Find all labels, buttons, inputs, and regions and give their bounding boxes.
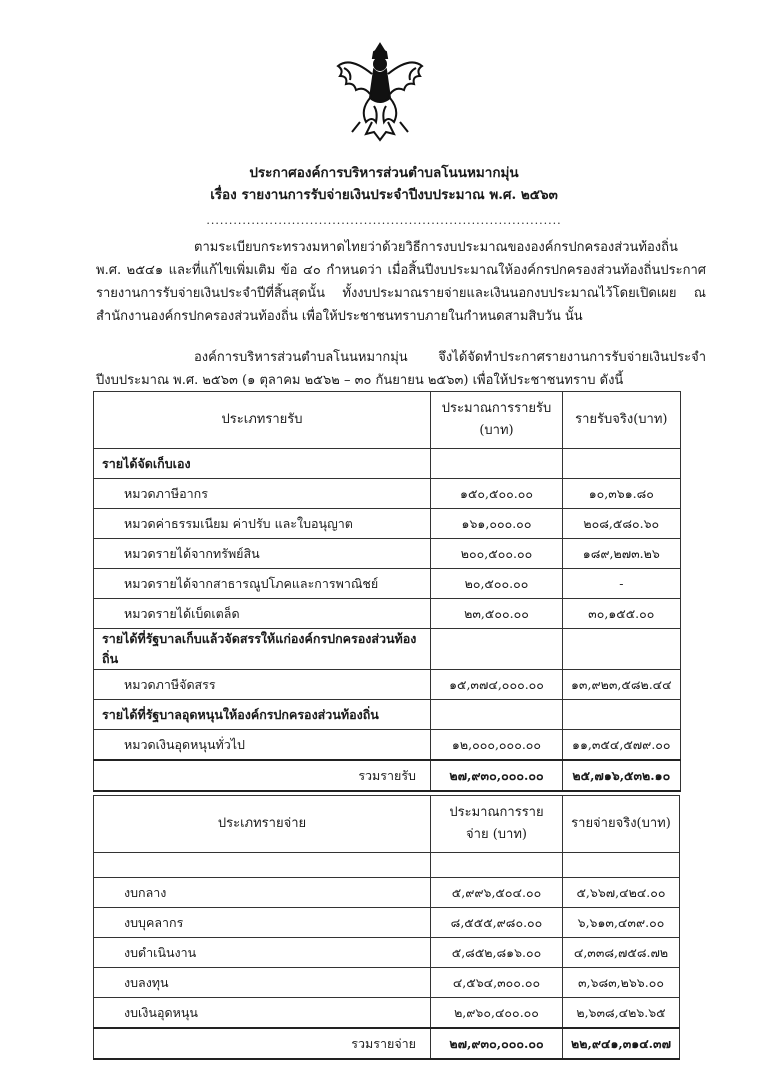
income-item-label: หมวดรายได้จากสาธารณูปโภคและการพาณิชย์ [94,569,431,599]
income-item-estimate: ๒๓,๕๐๐.๐๐ [431,599,563,629]
income-item-estimate: ๑๖๑,๐๐๐.๐๐ [431,509,563,539]
expense-item-label: งบลงทุน [94,968,431,998]
income-section-title: รายได้จัดเก็บเอง [94,449,431,479]
expense-type-header: ประเภทรายจ่าย [94,796,431,853]
expense-item-label: งบดำเนินงาน [94,938,431,968]
income-total-actual: ๒๕,๗๑๖,๕๓๒.๑๐ [563,760,681,791]
expense-item-estimate: ๕,๙๙๖,๕๐๔.๐๐ [431,878,563,908]
income-actual-header: รายรับจริง(บาท) [563,392,681,449]
income-section-title: รายได้ที่รัฐบาลเก็บแล้วจัดสรรให้แก่องค์กรปกครองส่วนท้องถิ่น [94,629,431,670]
income-item-label: หมวดค่าธรรมเนียม ค่าปรับ และใบอนุญาต [94,509,431,539]
income-item-actual: ๑๐,๓๖๑.๘๐ [563,479,681,509]
table-row [94,539,681,569]
expense-item-estimate: ๕,๘๕๒,๘๑๖.๐๐ [431,938,563,968]
income-item-label: หมวดภาษีจัดสรร [94,670,431,700]
expense-table [93,795,680,1060]
expense-total-estimate: ๒๗,๙๓๐,๐๐๐.๐๐ [431,1028,563,1059]
table-row [94,569,681,599]
table-row [94,908,680,938]
income-item-label: หมวดรายได้จากทรัพย์สิน [94,539,431,569]
income-item-actual: ๑๘๙,๒๗๓.๒๖ [563,539,681,569]
expense-total-row [94,1028,680,1059]
income-item-actual: ๑๑,๓๕๔,๕๗๙.๐๐ [563,730,681,761]
income-item-label: หมวดภาษีอากร [94,479,431,509]
income-total-label: รวมรายรับ [94,760,431,791]
table-row [94,730,681,761]
expense-estimate-header: ประมาณการรายจ่าย (บาท) [431,796,563,853]
income-item-estimate: ๒๐,๕๐๐.๐๐ [431,569,563,599]
income-item-label: หมวดรายได้เบ็ดเตล็ด [94,599,431,629]
income-section-row [94,700,681,730]
expense-item-actual: ๓,๖๘๓,๒๖๖.๐๐ [563,968,680,998]
income-section-row [94,629,681,670]
income-total-row [94,760,681,791]
expense-item-estimate: ๒,๙๖๐,๔๐๐.๐๐ [431,998,563,1029]
document-title: ประกาศองค์การบริหารส่วนตำบลโนนหมากมุ่น [249,165,519,181]
income-item-estimate: ๑๒,๐๐๐,๐๐๐.๐๐ [431,730,563,761]
expense-item-actual: ๖,๖๑๓,๔๓๙.๐๐ [563,908,680,938]
expense-item-label: งบบุคลากร [94,908,431,938]
income-item-actual: ๒๐๘,๕๘๐.๖๐ [563,509,681,539]
income-type-header: ประเภทรายรับ [94,392,431,449]
income-total-estimate: ๒๗,๙๓๐,๐๐๐.๐๐ [431,760,563,791]
expense-total-label: รวมรายจ่าย [94,1028,431,1059]
income-section-title: รายได้ที่รัฐบาลอุดหนุนให้องค์กรปกครองส่วนท้องถิ่น [94,700,431,730]
income-item-label: หมวดเงินอุดหนุนทั่วไป [94,730,431,761]
table-row [94,938,680,968]
income-item-estimate: ๒๐๐,๕๐๐.๐๐ [431,539,563,569]
income-section-row [94,449,681,479]
expense-total-actual: ๒๒,๙๔๑,๓๑๔.๓๗ [563,1028,680,1059]
income-item-actual: ๓๐,๑๕๕.๐๐ [563,599,681,629]
table-row [94,599,681,629]
table-row [94,998,680,1029]
income-estimate-header: ประมาณการรายรับ (บาท) [431,392,563,449]
table-row [94,968,680,998]
intro-paragraph: ตามระเบียบกระทรวงมหาดไทยว่าด้วยวิธีการงบประมาณขององค์กรปกครองส่วนท้องถิ่น พ.ศ. ๒๕๔๑ และที่แก้ไขเพิ่มเติม ข้อ ๔๐ กำหนดว่า เมื่อสิ้นปีงบประมาณให้องค์กรปกครองส่วนท้องถิ่นประกาศรายงานการรับจ่ายเงินประจำปีที่สิ้นสุดนั้น ทั้งงบประมาณรายจ่ายและเงินนอกงบประมาณไว้โดยเปิดเผย ณ สำนักงานองค์กรปกครองส่วนท้องถิ่น เพื่อให้ประชาชนทราบภายในกำหนดสามสิบวัน นั้น [96,240,706,324]
statement-paragraph: องค์การบริหารส่วนตำบลโนนหมากมุ่น จึงได้จัดทำประกาศรายงานการรับจ่ายเงินประจำปีงบประมาณ พ.ศ. ๒๕๖๓ (๑ ตุลาคม ๒๕๖๒ – ๓๐ กันยายน ๒๕๖๓) เพื่อให้ประชาชนทราบ ดังนี้ [96,350,706,388]
income-item-actual: ๑๓,๙๒๓,๕๘๒.๔๔ [563,670,681,700]
expense-item-estimate: ๘,๕๕๕,๙๘๐.๐๐ [431,908,563,938]
table-row [94,509,681,539]
expense-actual-header: รายจ่ายจริง(บาท) [563,796,680,853]
income-item-actual: - [563,569,681,599]
table-row [94,479,681,509]
expense-item-label: งบกลาง [94,878,431,908]
expense-item-actual: ๒,๖๓๘,๔๒๖.๖๕ [563,998,680,1029]
expense-item-actual: ๕,๖๖๗,๔๒๔.๐๐ [563,878,680,908]
income-header-row [94,392,681,449]
expense-header-row [94,796,680,853]
expense-item-actual: ๔,๓๓๘,๗๕๘.๗๒ [563,938,680,968]
garuda-emblem-icon [330,36,430,146]
expense-item-estimate: ๔,๕๖๔,๓๐๐.๐๐ [431,968,563,998]
income-item-estimate: ๑๕๐,๕๐๐.๐๐ [431,479,563,509]
document-subject: เรื่อง รายงานการรับจ่ายเงินประจำปีงบประมาณ พ.ศ. ๒๕๖๓ [210,187,558,203]
table-row [94,878,680,908]
table-row [94,670,681,700]
expense-item-label: งบเงินอุดหนุน [94,998,431,1029]
income-table [93,391,681,792]
blank-row [94,853,680,878]
separator-line: ............................................................................... [206,214,562,227]
income-item-estimate: ๑๕,๓๗๔,๐๐๐.๐๐ [431,670,563,700]
